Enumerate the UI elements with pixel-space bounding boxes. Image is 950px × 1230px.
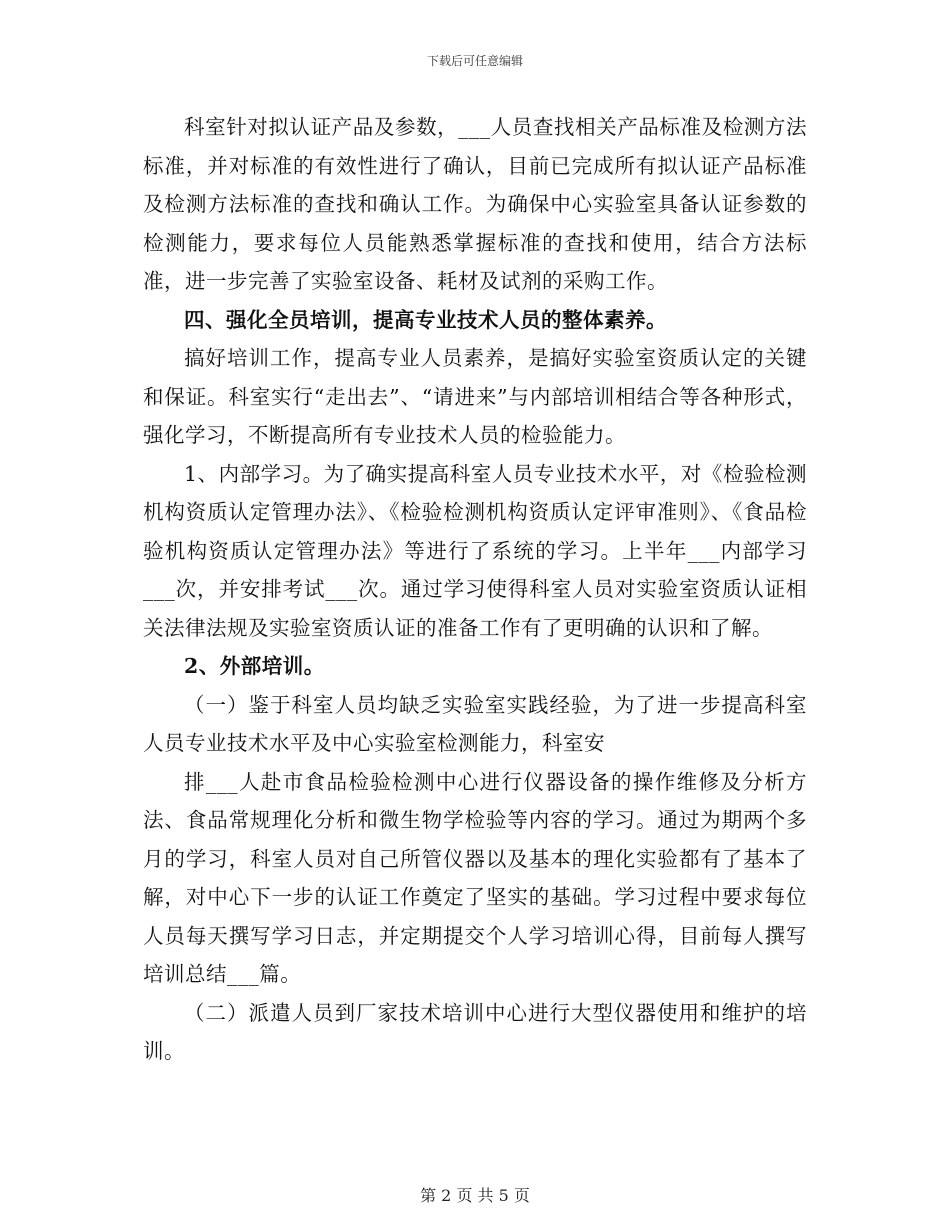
paragraph-training-intro: 搞好培训工作，提高专业人员素养，是搞好实验室资质认定的关键和保证。科室实行“走出去”、“请进来”与内部培训相结合等各种形式，强化学习，不断提高所有专业技术人员的检验能力。 bbox=[143, 346, 807, 447]
paragraph-internal-learning: 1、内部学习。为了确实提高科室人员专业技术水平，对《检验检测机构资质认定管理办法》、《检验检测机构资质认定评审准则》、《食品检验机构资质认定管理办法》等进行了系统的学习。上半年___内部学习___次，并安排考试___次。通过学习使得科室人员对实验室资质认证相关法律法规及实验室资质认证的准备工作有了更明确的认识和了解。 bbox=[143, 461, 807, 640]
page-header: 下载后可任意编辑 bbox=[426, 54, 523, 68]
paragraph-external-training-1a: （一）鉴于科室人员均缺乏实验室实践经验，为了进一步提高科室人员专业技术水平及中心实验室检测能力，科室安 bbox=[143, 692, 807, 755]
document-body bbox=[143, 108, 807, 1071]
page-number: 第 2 页 共 5 页 bbox=[420, 1186, 530, 1205]
paragraph-external-training-1b: 排___人赴市食品检验检测中心进行仪器设备的操作维修及分析方法、食品常规理化分析和微生物学检验等内容的学习。通过为期两个多月的学习，科室人员对自己所管仪器以及基本的理化实验都有了基本了解，对中心下一步的认证工作奠定了坚实的基础。学习过程中要求每位人员每天撰写学习日志，并定期提交个人学习培训心得，目前每人撰写培训总结___篇。 bbox=[143, 769, 807, 986]
subheading-external-training: 2、外部培训。 bbox=[184, 654, 325, 678]
paragraph-external-training-2: （二）派遣人员到厂家技术培训中心进行大型仪器使用和维护的培训。 bbox=[143, 1000, 807, 1063]
paragraph-standards-search: 科室针对拟认证产品及参数，___人员查找相关产品标准及检测方法标准，并对标准的有效性进行了确认，目前已完成所有拟认证产品标准及检测方法标准的查找和确认工作。为确保中心实验室具备认证参数的检测能力，要求每位人员能熟悉掌握标准的查找和使用，结合方法标准，进一步完善了实验室设备、耗材及试剂的采购工作。 bbox=[143, 115, 807, 293]
section-heading-training: 四、强化全员培训，提高专业技术人员的整体素养。 bbox=[184, 307, 667, 332]
